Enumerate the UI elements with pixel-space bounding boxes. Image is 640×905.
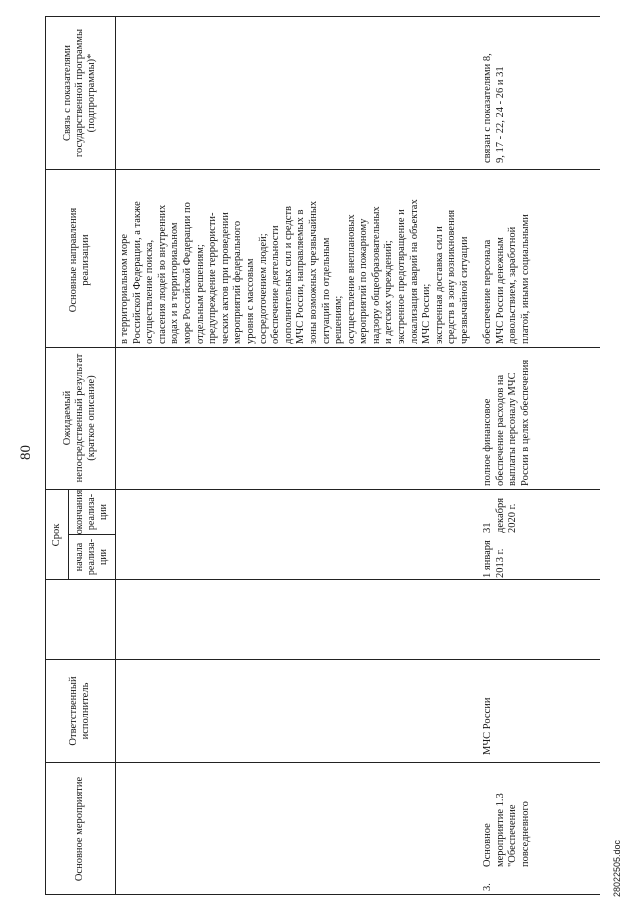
col-divider: [45, 579, 600, 580]
col-divider: [45, 894, 600, 895]
col-divider: [45, 659, 600, 660]
row-directions: обеспечение персонала МЧС России денежным довольствием, заработной платой, иными социальными: [482, 214, 531, 344]
footer-doc-id: 28022505.doc: [612, 839, 622, 897]
col-divider: [45, 762, 600, 763]
header-link: Связь с показателями государственной программы (подпрограммы)*: [62, 28, 97, 158]
row-expected-result: полное финансовое обеспечение расходов на выплаты персоналу МЧС России в целях обеспечения: [482, 359, 531, 486]
header-deadline: Срок: [50, 523, 62, 547]
header-start: начала реализа-ции: [73, 538, 109, 576]
col-divider: [45, 16, 600, 17]
header-directions: Основные направления реализации: [68, 207, 91, 313]
page-number: 80: [18, 445, 34, 460]
header-expected-result: Ожидаемый непосредственный результат (краткое описание): [62, 353, 97, 483]
continued-directions-text: в территориальном море Российской Федерации, а также осуществление поиска, спасения людей во внутренних водах и в территориальном море Российской Федерации по отдельным решениям; предупреждение террористи- ческих актов при проведении мероприятий федерального уровня с массовым сосредоточением людей; обеспечение деятельности дополнительных сил и средств МЧС России, направляемых в зоны возможных чрезвычайных ситуаций по отдельным решениям; осуществление внеплановых мероприятий по пожарному надзору общеобразовательных и детских учреждений; экстренное предотвращение и локализация аварий на объектах МЧС России; экстренная доставка сил и средств в зону возникновения чрезвычайной ситуации: [119, 199, 471, 344]
row-start-date: 1 января 2013 г.: [482, 540, 506, 578]
row-end-date: 31 декабря 2020 г.: [482, 497, 519, 533]
header-main-event: Основное мероприятие: [74, 776, 85, 882]
col-divider: [45, 169, 600, 170]
header-bottom-border: [115, 17, 116, 895]
row-number: 3.: [482, 883, 493, 891]
header-executor: Ответственный исполнитель: [68, 676, 91, 746]
header-end: окончания реализа-ции: [73, 489, 109, 535]
col-divider: [45, 347, 600, 348]
row-main-event: Основное мероприятие 1.3 "Обеспечение повседневного: [482, 793, 531, 867]
row-link: связан с показателями 8, 9, 17 - 22, 24 - 26 и 31: [482, 53, 506, 163]
row-executor: МЧС России: [482, 697, 493, 755]
